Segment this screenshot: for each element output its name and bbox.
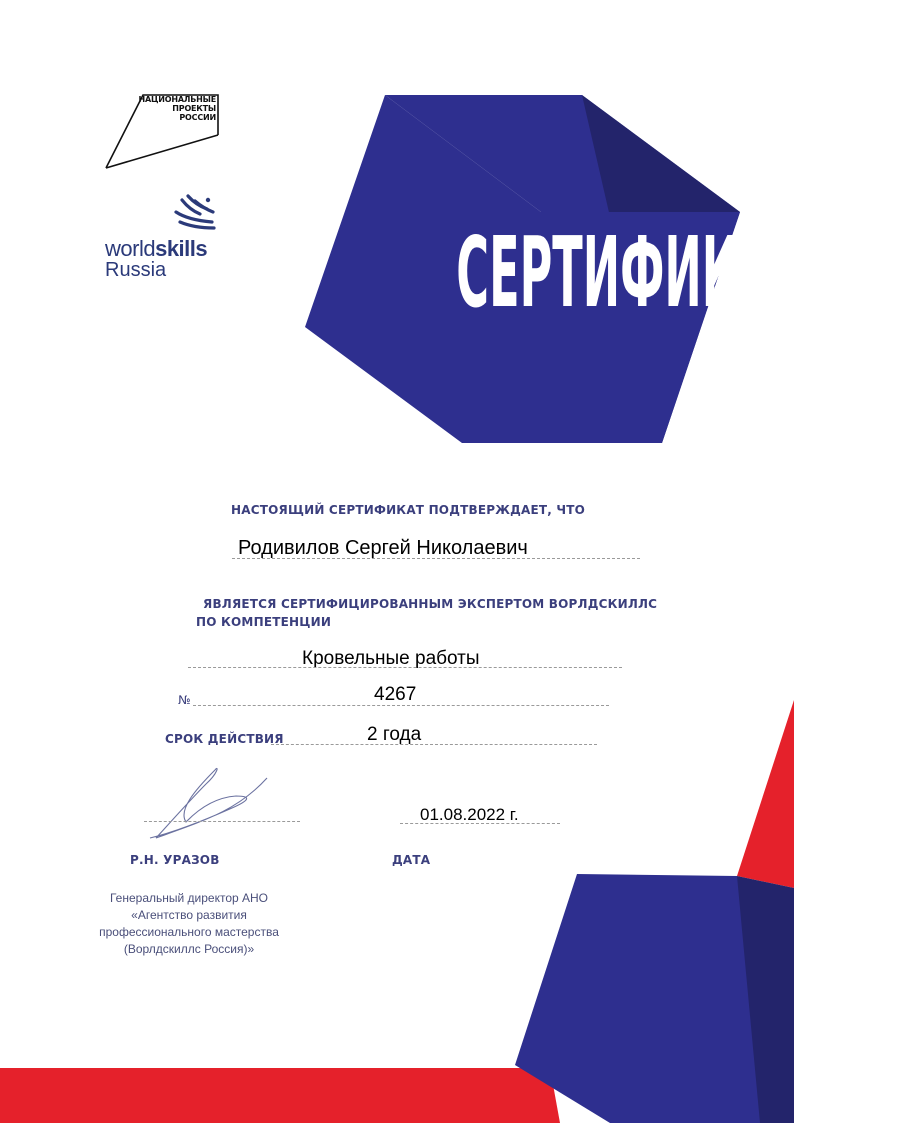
np-line-1: НАЦИОНАЛЬНЫЕ — [138, 95, 216, 104]
statement-line-1: ЯВЛЯЕТСЯ СЕРТИФИЦИРОВАННЫМ ЭКСПЕРТОМ ВОРЛДСКИЛЛС — [203, 597, 658, 611]
competency-value: Кровельные работы — [302, 648, 480, 669]
national-projects-logo — [120, 95, 216, 122]
intro-text: НАСТОЯЩИЙ СЕРТИФИКАТ ПОДТВЕРЖДАЕТ, ЧТО — [231, 503, 586, 517]
np-line-2: ПРОЕКТЫ — [172, 104, 216, 113]
worldskills-emblem — [176, 196, 214, 228]
date-line — [400, 823, 560, 824]
signer-position — [96, 890, 282, 958]
certificate-title — [350, 214, 804, 330]
national-projects-logo-line — [106, 135, 218, 168]
date-value: 01.08.2022 г. — [420, 805, 519, 824]
red-stripe-right — [737, 700, 794, 888]
worldskills-logo-russia: Russia — [105, 259, 167, 281]
competency-line — [188, 667, 622, 668]
signature-stroke — [150, 768, 267, 838]
recipient-name-line — [232, 558, 640, 559]
position-line-1: Генеральный директор АНО — [109, 891, 269, 905]
recipient-name: Родивилов Сергей Николаевич — [238, 537, 528, 559]
ws-skills: skills — [155, 236, 208, 261]
statement-line-2: ПО КОМПЕТЕНЦИИ — [196, 615, 332, 629]
np-line-3: РОССИИ — [179, 113, 216, 122]
ws-world: world — [105, 236, 156, 261]
position-line-2: «Агентство развития — [131, 908, 247, 922]
number-line — [193, 705, 609, 706]
position-line-4: (Ворлдскиллс Россия)» — [123, 942, 255, 956]
signature-line — [144, 821, 300, 822]
worldskills-logo-wordmark — [105, 237, 207, 261]
number-label: № — [178, 693, 191, 707]
certificate-title-text: СЕРТИФИКАТ — [456, 215, 804, 329]
signer-name: Р.Н. УРАЗОВ — [130, 853, 220, 867]
certificate-number: 4267 — [374, 684, 417, 705]
date-label: ДАТА — [392, 853, 431, 867]
validity-line — [271, 744, 597, 745]
validity-value: 2 года — [367, 724, 422, 745]
validity-label: СРОК ДЕЙСТВИЯ — [165, 732, 284, 746]
red-band-bottom — [0, 1068, 560, 1123]
position-line-3: профессионального мастерства — [99, 925, 279, 939]
